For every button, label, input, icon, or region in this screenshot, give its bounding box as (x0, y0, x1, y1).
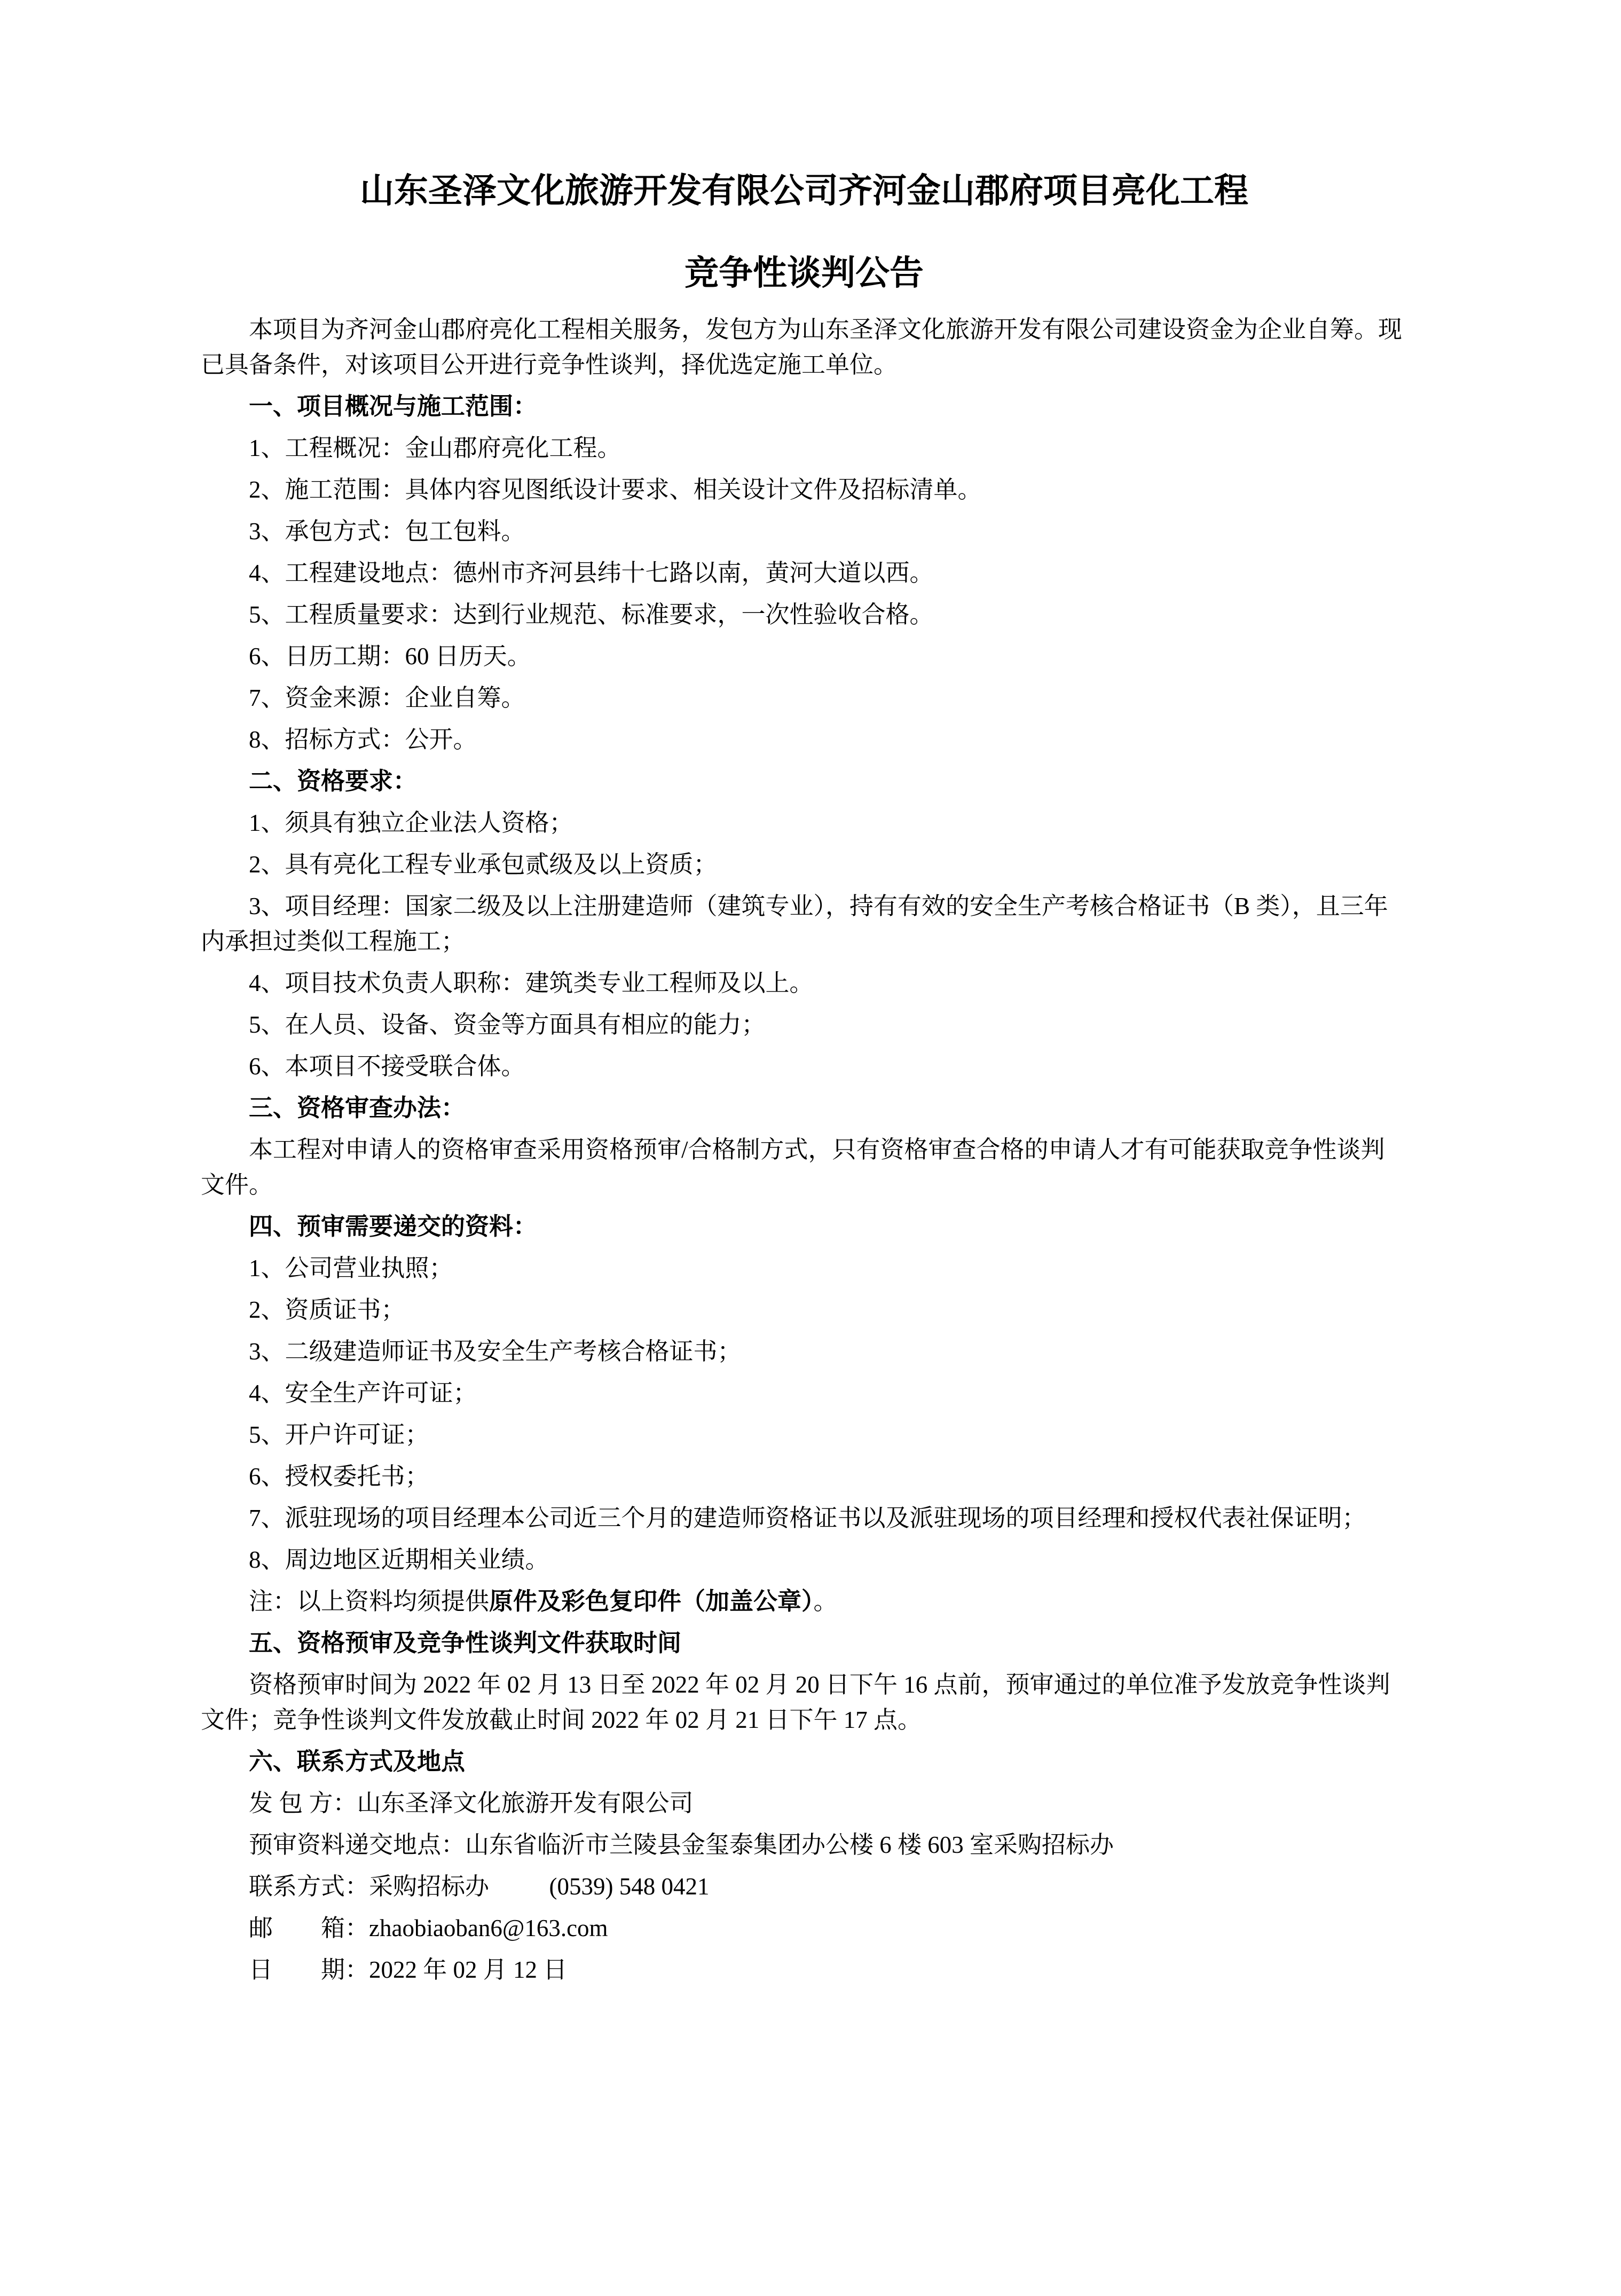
section-4-heading: 四、预审需要递交的资料： (249, 1213, 538, 1240)
contact-date-line: 日 期：2022 年 02 月 12 日 (249, 1956, 568, 1983)
note-suffix: 。 (813, 1588, 838, 1615)
section-4-item: 2、资质证书； (249, 1296, 405, 1323)
section-4-note (201, 1584, 1407, 1619)
section-1-item: 4、工程建设地点：德州市齐河县纬十七路以南，黄河大道以西。 (249, 560, 934, 586)
contact-phone-line: 联系方式：采购招标办 (0539) 548 0421 (249, 1873, 710, 1900)
section-1-item: 7、资金来源：企业自筹。 (249, 685, 525, 711)
section-4-item: 7、派驻现场的项目经理本公司近三个月的建造师资格证书以及派驻现场的项目经理和授权代表社保证明； (249, 1505, 1366, 1531)
contact-email-line: 邮 箱：zhaobiaoban6@163.com (249, 1915, 608, 1941)
section-5-heading: 五、资格预审及竞争性谈判文件获取时间 (249, 1630, 682, 1656)
section-4-item: 3、二级建造师证书及安全生产考核合格证书； (249, 1338, 742, 1365)
section-2-item: 2、具有亮化工程专业承包贰级及以上资质； (249, 851, 718, 878)
section-3-heading: 三、资格审查办法： (249, 1095, 466, 1121)
section-5-paragraph: 资格预审时间为 2022 年 02 月 13 日至 2022 年 02 月 20 日下午 16 点前，预审通过的单位准予发放竞争性谈判文件；竞争性谈判文件发放截止时间 2022 年 02 月 21 日下午 17 点。 (201, 1671, 1390, 1733)
section-4-item: 8、周边地区近期相关业绩。 (249, 1546, 549, 1573)
section-1-item: 2、施工范围：具体内容见图纸设计要求、相关设计文件及招标清单。 (249, 476, 982, 503)
section-1-item: 3、承包方式：包工包料。 (249, 518, 525, 545)
section-1-item: 6、日历工期：60 日历天。 (249, 643, 531, 670)
section-1-item: 1、工程概况：金山郡府亮化工程。 (249, 435, 621, 461)
section-3-paragraph: 本工程对申请人的资格审查采用资格预审/合格制方式，只有资格审查合格的申请人才有可能获取竞争性谈判文件。 (201, 1136, 1385, 1198)
section-4-item: 6、授权委托书； (249, 1463, 429, 1490)
contact-address-line: 预审资料递交地点：山东省临沂市兰陵县金玺泰集团办公楼 6 楼 603 室采购招标办 (249, 1831, 1114, 1858)
section-2-item: 4、项目技术负责人职称：建筑类专业工程师及以上。 (249, 970, 814, 996)
section-4-item: 5、开户许可证； (249, 1421, 429, 1448)
section-4-item: 1、公司营业执照； (249, 1255, 453, 1281)
section-1-heading: 一、项目概况与施工范围： (249, 393, 538, 420)
section-2-item: 6、本项目不接受联合体。 (249, 1053, 525, 1080)
note-prefix: 注：以上资料均须提供 (249, 1588, 490, 1615)
contact-owner-line: 发 包 方：山东圣泽文化旅游开发有限公司 (249, 1790, 694, 1817)
section-2-item: 1、须具有独立企业法人资格； (249, 809, 573, 836)
document-title: 山东圣泽文化旅游开发有限公司齐河金山郡府项目亮化工程 (360, 172, 1248, 210)
section-1-item: 5、工程质量要求：达到行业规范、标准要求，一次性验收合格。 (249, 601, 934, 628)
section-6-heading: 六、联系方式及地点 (249, 1748, 466, 1775)
document-subtitle: 竞争性谈判公告 (684, 254, 924, 292)
section-4-item: 4、安全生产许可证； (249, 1380, 477, 1406)
section-2-item: 5、在人员、设备、资金等方面具有相应的能力； (249, 1011, 766, 1038)
intro-paragraph: 本项目为齐河金山郡府亮化工程相关服务，发包方为山东圣泽文化旅游开发有限公司建设资金为企业自筹。现已具备条件，对该项目公开进行竞争性谈判，择优选定施工单位。 (201, 316, 1403, 378)
section-2-heading: 二、资格要求： (249, 768, 418, 795)
section-2-item: 3、项目经理：国家二级及以上注册建造师（建筑专业），持有有效的安全生产考核合格证书（B 类），且三年内承担过类似工程施工； (201, 893, 1388, 955)
note-bold-text: 原件及彩色复印件（加盖公章） (489, 1588, 814, 1615)
section-1-item: 8、招标方式：公开。 (249, 726, 477, 753)
